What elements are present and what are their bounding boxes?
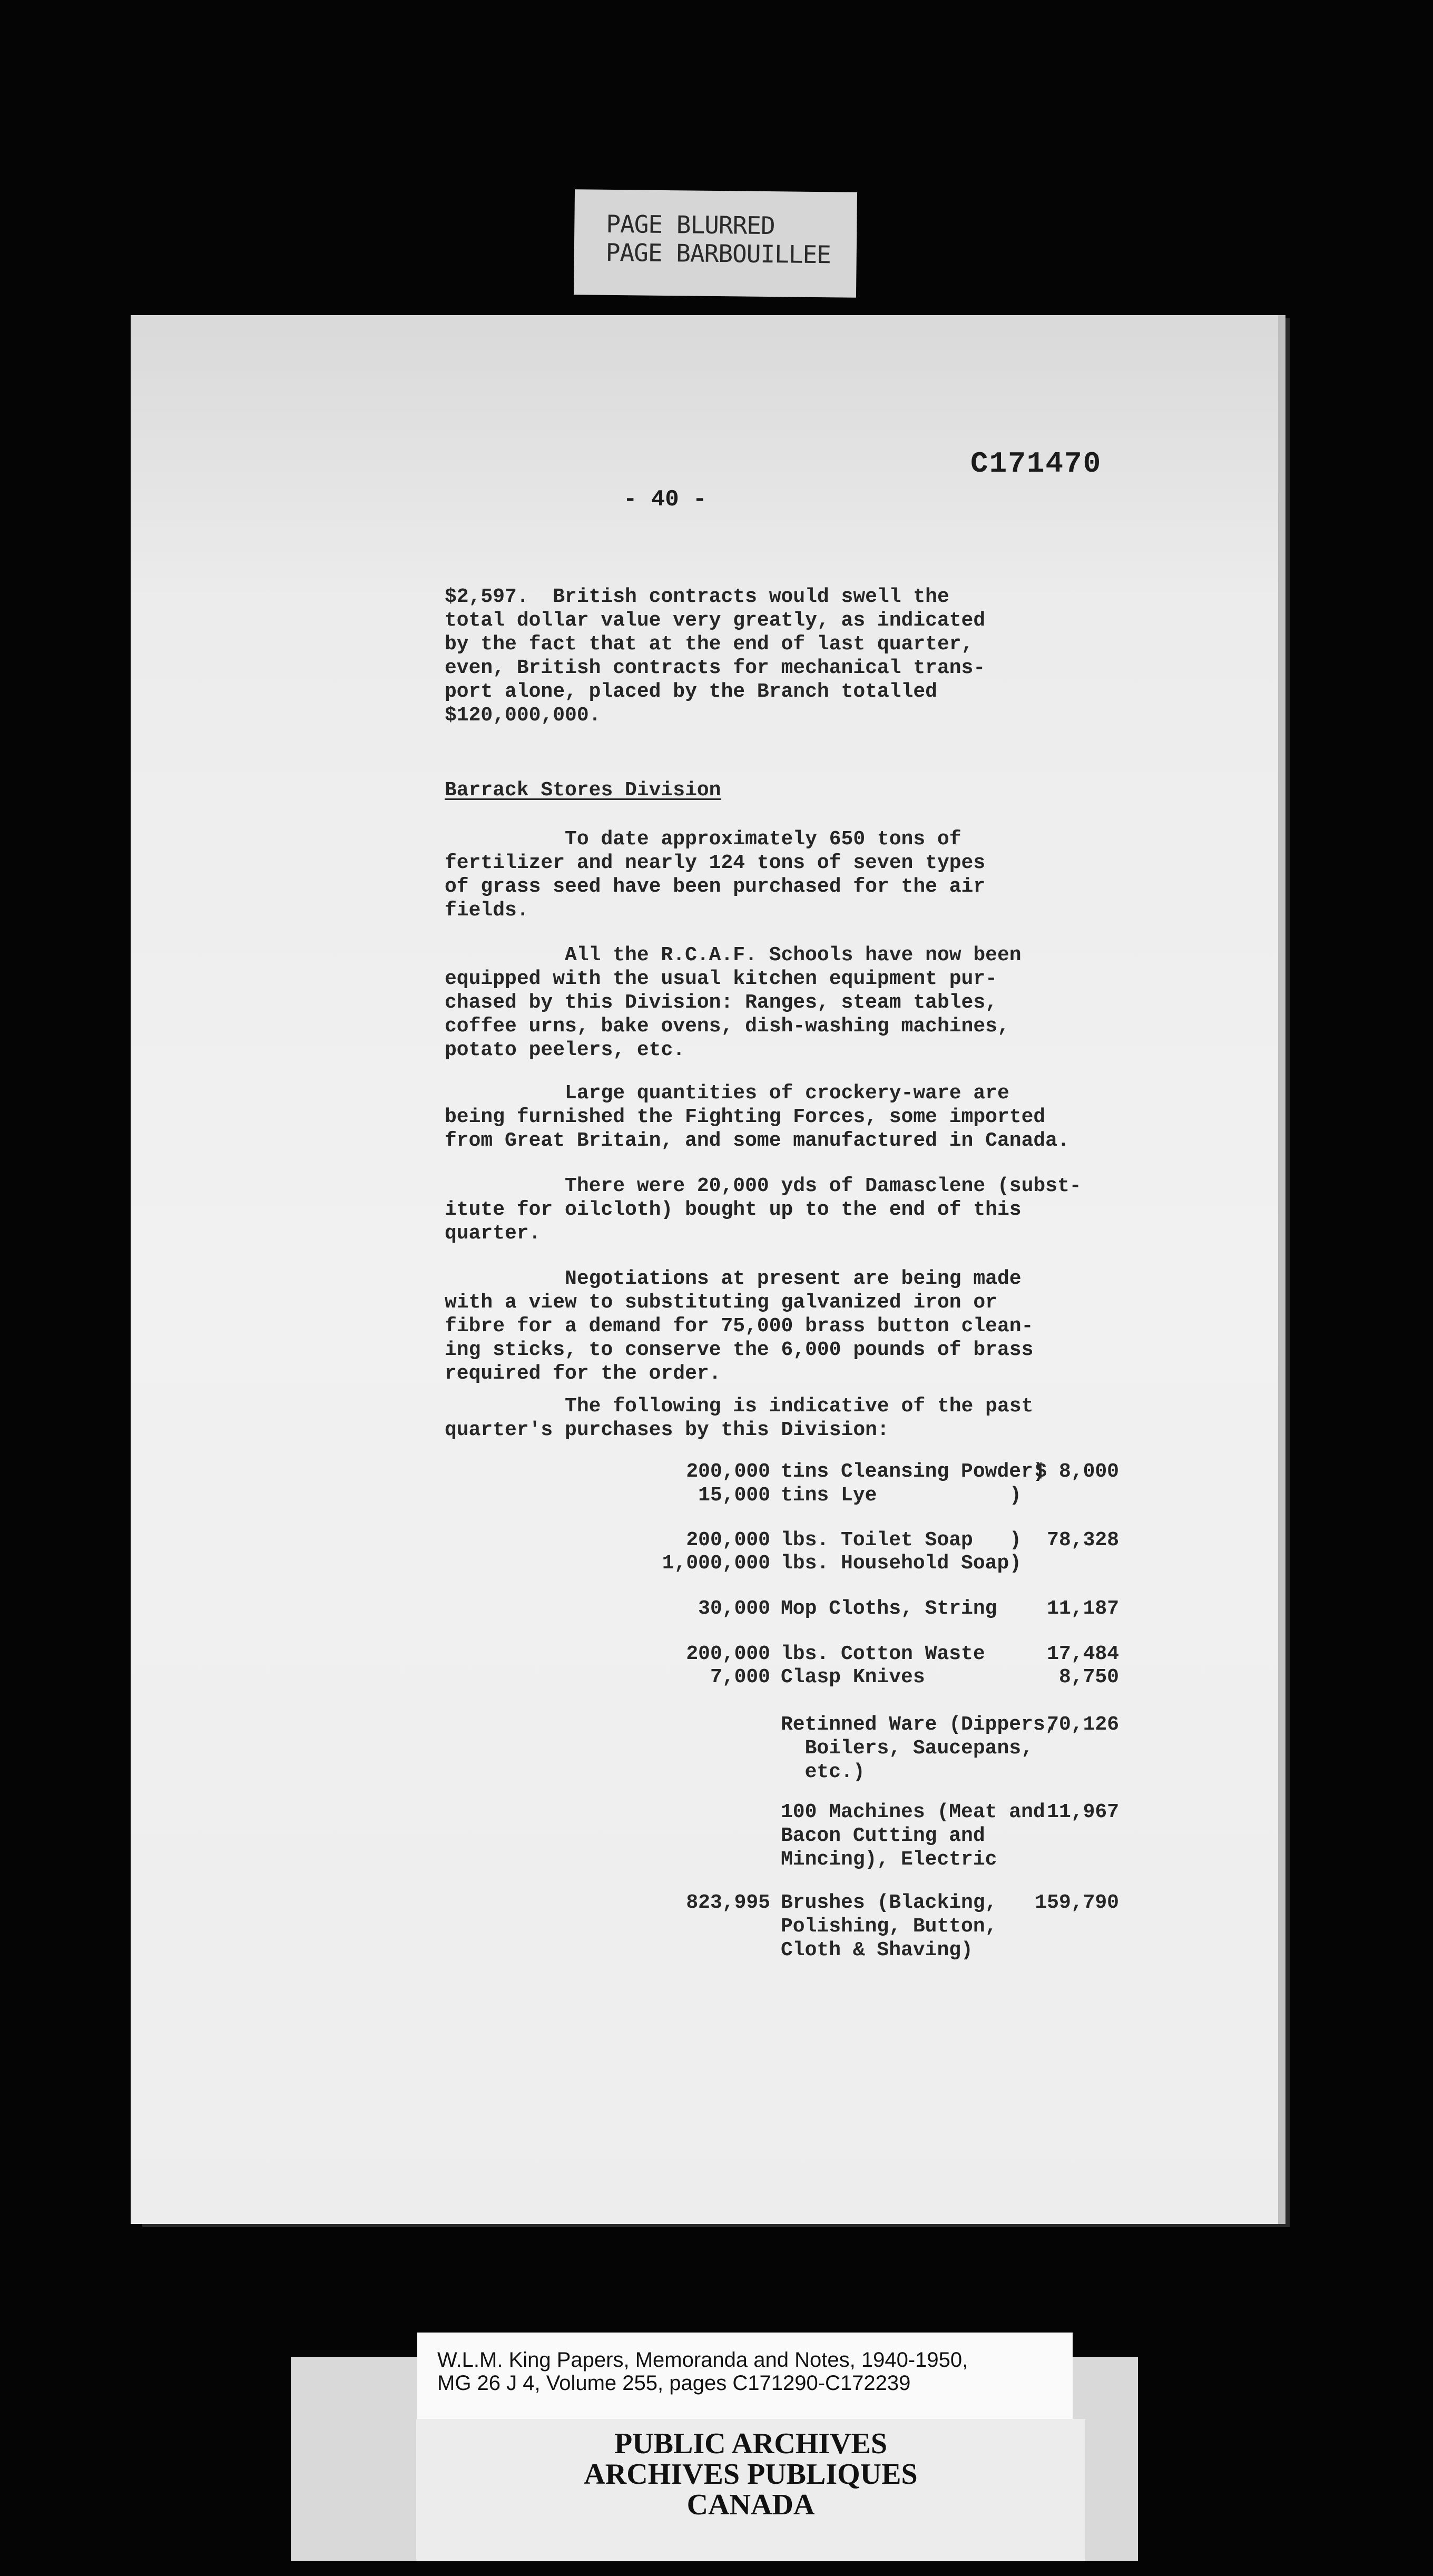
purchase-qty: 200,000 [686, 1460, 770, 1483]
purchase-amount: 8,750 [1058, 1666, 1119, 1689]
purchase-brace: ) [1009, 1529, 1022, 1552]
archives-line-1: PUBLIC ARCHIVES [614, 2427, 888, 2460]
paragraph-purchases-intro: The following is indicative of the past quarter's purchases by this Division: [445, 1395, 1034, 1441]
purchase-amount: 78,328 [1047, 1529, 1119, 1552]
purchase-qty: 200,000 [686, 1643, 770, 1665]
purchase-amount: 11,187 [1047, 1597, 1119, 1620]
purchase-item: tins Cleansing Powder) [781, 1460, 1045, 1483]
purchase-qty: 823,995 [686, 1891, 770, 1914]
purchase-brace: ) [1009, 1484, 1022, 1507]
purchase-qty: 200,000 [686, 1529, 770, 1552]
purchase-qty: 1,000,000 [662, 1552, 770, 1575]
paragraph-kitchen-equipment: All the R.C.A.F. Schools have now been equipped with the usual kitchen equipment pur- chased by this Division: Ranges, steam tables, coffee urns, bake ovens, dish-washing machines, potato peelers, etc. [445, 944, 1022, 1061]
purchase-amount: 17,484 [1047, 1643, 1119, 1665]
citation-line-2: MG 26 J 4, Volume 255, pages C171290-C172239 [437, 2372, 911, 2395]
purchase-item: Mop Cloths, String [781, 1597, 997, 1620]
purchase-brace: ) [1009, 1552, 1022, 1575]
citation-label [417, 2333, 1073, 2419]
document-id: C171470 [970, 447, 1102, 481]
purchase-amount: 159,790 [1035, 1891, 1119, 1914]
archives-label [416, 2419, 1085, 2561]
stamp-line-1: PAGE BLURRED [606, 209, 775, 240]
section-heading: Barrack Stores Division [445, 779, 721, 802]
purchase-item: lbs. Cotton Waste [781, 1643, 985, 1665]
purchase-item: Retinned Ware (Dippers, Boilers, Saucepans, etc.) [781, 1713, 1057, 1783]
opening-paragraph: $2,597. British contracts would swell the total dollar value very greatly, as indicated by the fact that at the end of last quarter, even, British contracts for mechanical trans- port alone, placed by the Branch totalled $120,000,000. [445, 586, 986, 727]
purchase-item: lbs. Toilet Soap [781, 1529, 973, 1552]
purchase-item: Brushes (Blacking, Polishing, Button, Cloth & Shaving) [781, 1891, 997, 1962]
paragraph-fertilizer: To date approximately 650 tons of fertilizer and nearly 124 tons of seven types of grass seed have been purchased for the air fields. [445, 828, 986, 922]
purchase-item: Clasp Knives [781, 1666, 925, 1689]
stamp-line-2: PAGE BARBOUILLEE [605, 238, 831, 269]
purchase-amount: 11,967 [1047, 1801, 1119, 1823]
purchase-amount: 70,126 [1047, 1713, 1119, 1736]
document-page [131, 315, 1278, 2224]
citation-line-1: W.L.M. King Papers, Memoranda and Notes, 1940-1950, [437, 2348, 968, 2372]
purchase-qty: 30,000 [698, 1597, 770, 1620]
page-blurred-stamp [574, 189, 857, 298]
paragraph-negotiations: Negotiations at present are being made with a view to substituting galvanized iron or fibre for a demand for 75,000 brass button clean- ing sticks, to conserve the 6,000 pounds of brass required for the order. [445, 1267, 1034, 1385]
purchase-item: tins Lye [781, 1484, 877, 1507]
purchase-amount: $ 8,000 [1035, 1460, 1119, 1483]
paragraph-crockery: Large quantities of crockery-ware are being furnished the Fighting Forces, some imported from Great Britain, and some manufactured in Canada. [445, 1082, 1069, 1152]
page-number: - 40 - [623, 486, 707, 513]
archives-line-2: ARCHIVES PUBLIQUES [584, 2458, 918, 2491]
purchase-qty: 7,000 [710, 1666, 770, 1689]
archives-line-3: CANADA [686, 2489, 815, 2521]
purchase-item: lbs. Household Soap [781, 1552, 1009, 1575]
paragraph-damasclene: There were 20,000 yds of Damasclene (subst- itute for oilcloth) bought up to the end of this quarter. [445, 1175, 1082, 1245]
purchase-qty: 15,000 [698, 1484, 770, 1507]
purchase-item: 100 Machines (Meat and Bacon Cutting and Mincing), Electric [781, 1801, 1045, 1871]
